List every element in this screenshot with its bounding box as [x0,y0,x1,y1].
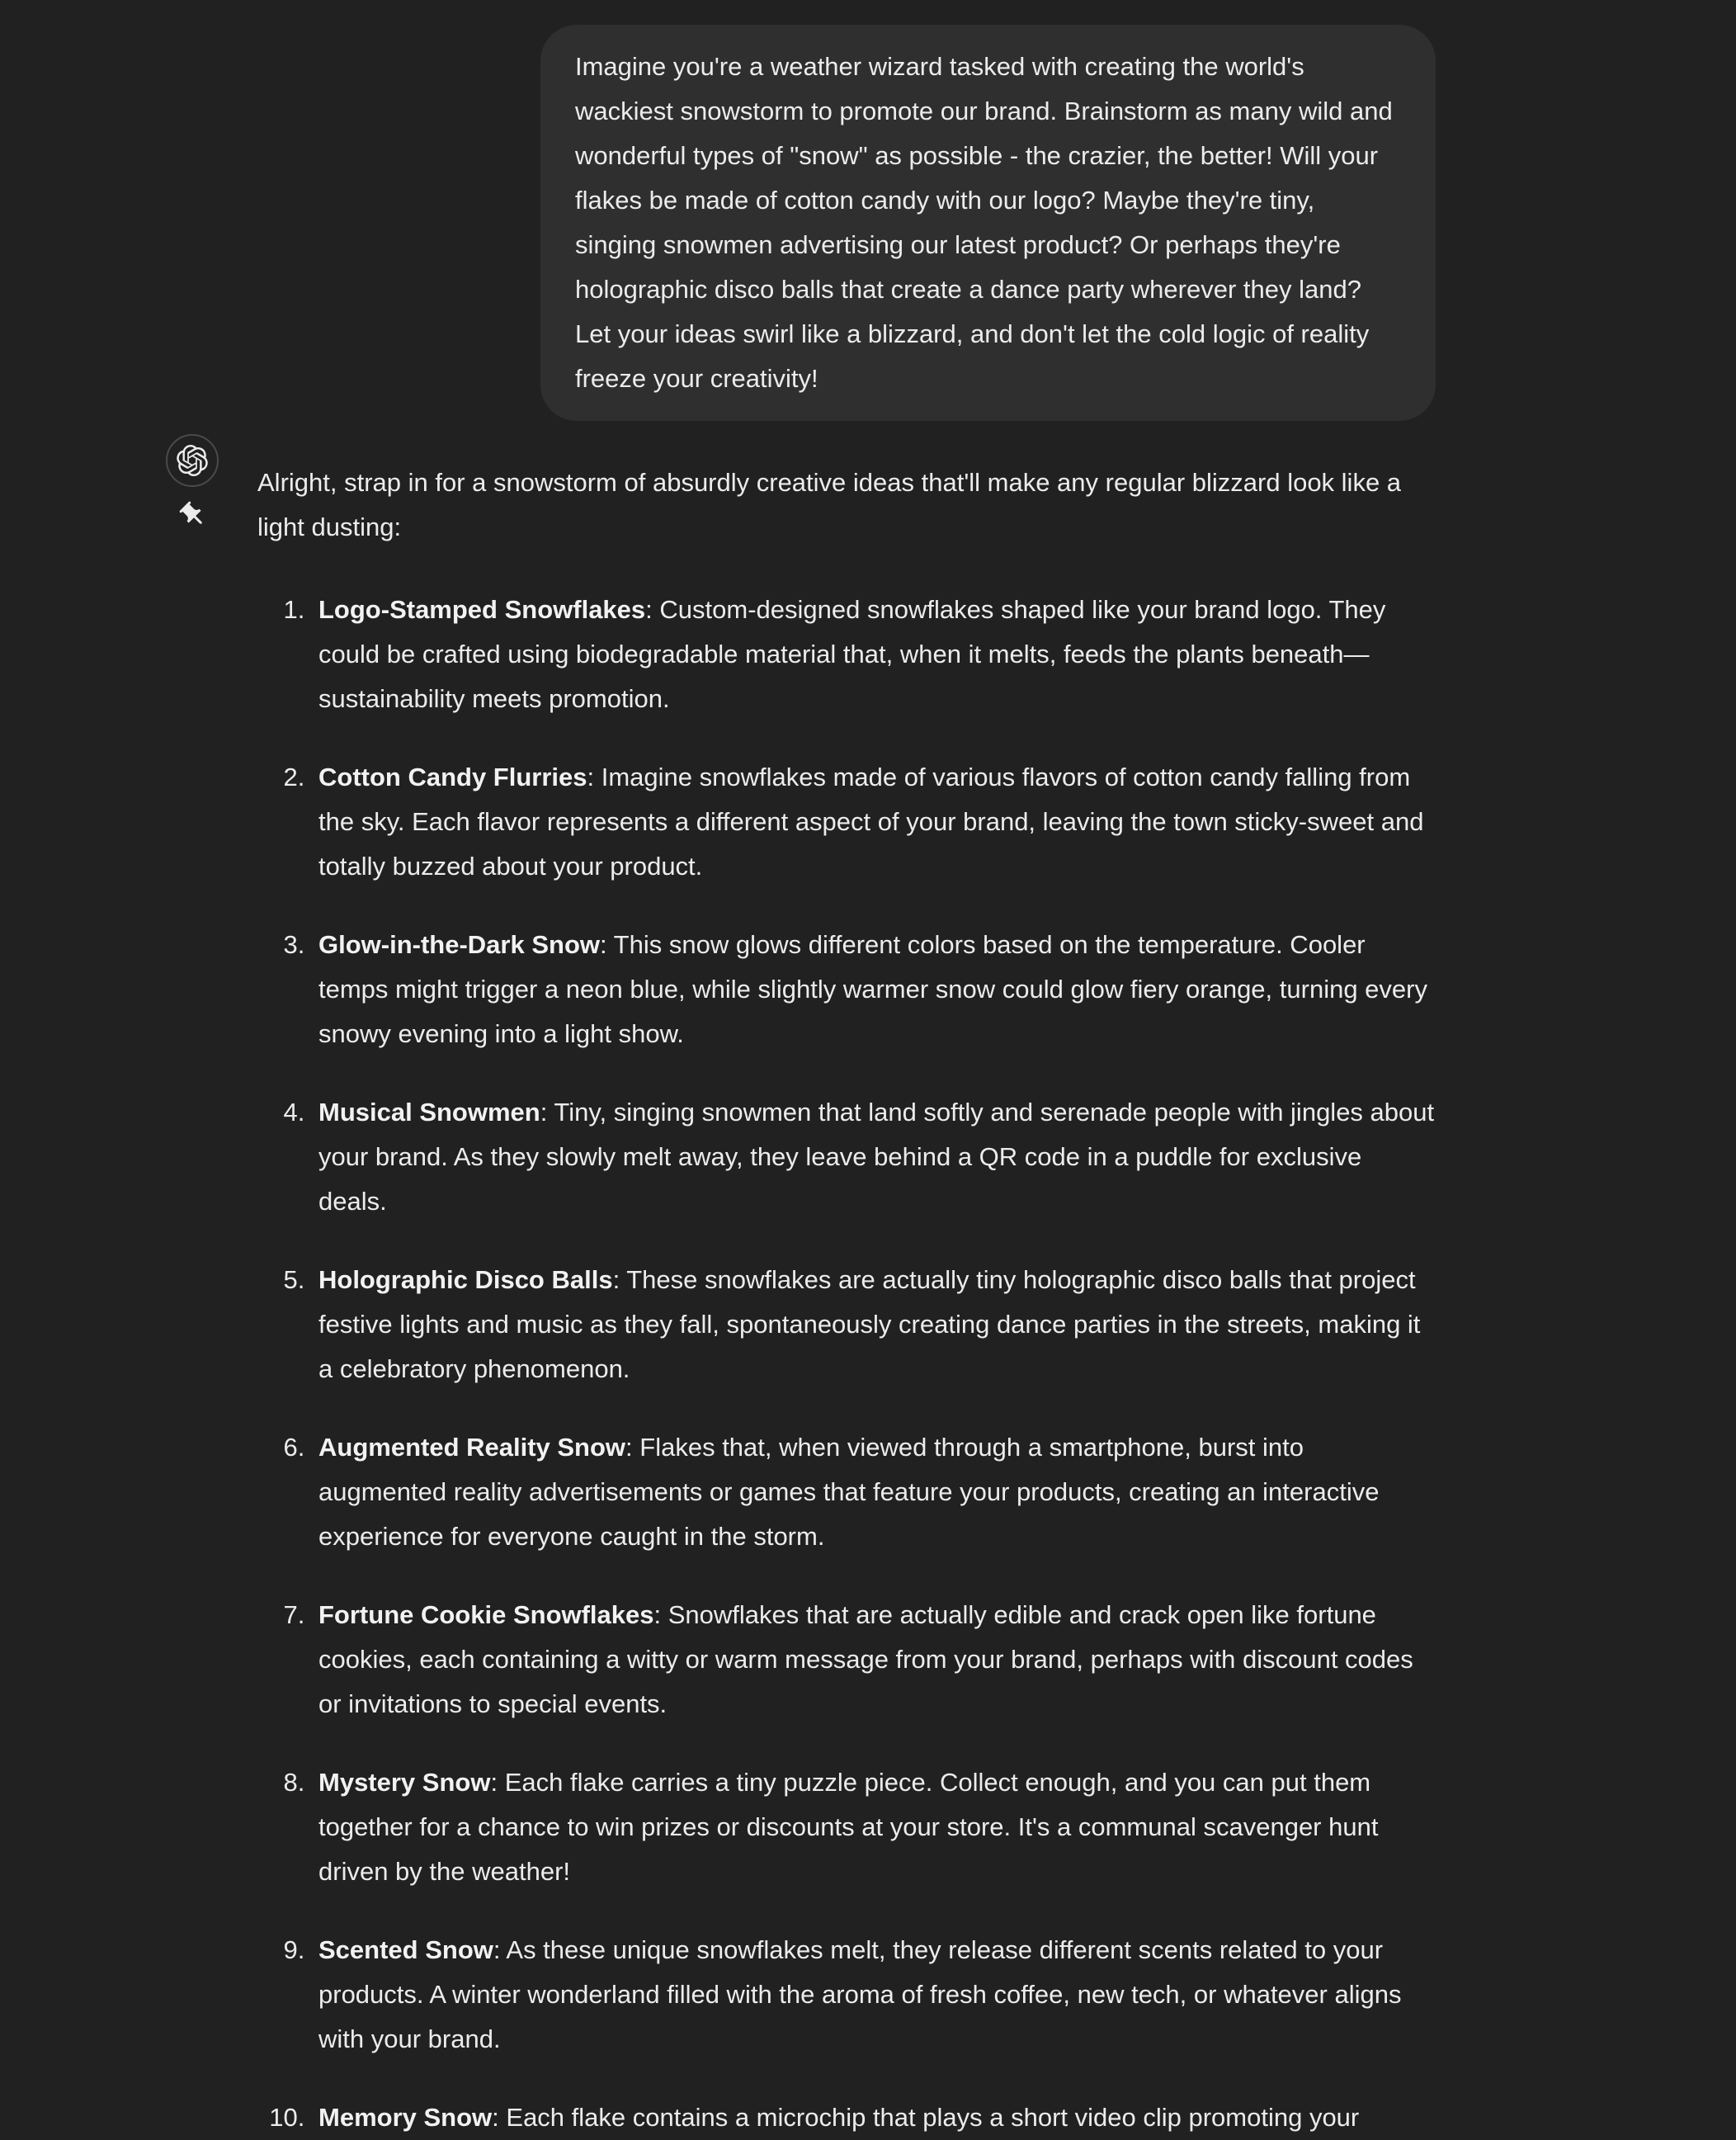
item-separator: : [492,2103,507,2132]
item-title: Holographic Disco Balls [318,1265,613,1294]
item-title: Mystery Snow [318,1768,491,1797]
list-item [312,1593,1436,1727]
item-text: Snowflakes that are actually edible and crack open like fortune cookies, each containing a witty or warm message from your brand, perhaps with discount codes or invitations to special events. [318,1600,1413,1718]
item-separator: : [490,1768,505,1797]
list-item [312,588,1436,721]
item-title: Augmented Reality Snow [318,1433,626,1462]
user-message-bubble: Imagine you're a weather wizard tasked with creating the world's wackiest snowstorm to promote our brand. Brainstorm as many wild and wonderful types of "snow" as possible - the crazier, the better! Will your flakes be made of cotton candy with our logo? Maybe they're tiny, singing snowmen advertising our latest product? Or perhaps they're holographic disco balls that create a dance party wherever they land? Let your ideas swirl like a blizzard, and don't let the cold logic of reality freeze your creativity! [540,25,1436,421]
item-text: As these unique snowflakes melt, they release different scents related to your products. A winter wonderland filled with the aroma of fresh coffee, new tech, or whatever aligns with your brand. [318,1935,1402,2053]
assistant-message-content [257,461,1436,2140]
item-text: These snowflakes are actually tiny holographic disco balls that project festive lights and music as they fall, spontaneously creating dance parties in the streets, making it a celebratory phenomenon. [318,1265,1421,1383]
item-text: Imagine snowflakes made of various flavors of cotton candy falling from the sky. Each flavor represents a different aspect of your brand, leaving the town sticky-sweet and totally buzzed about your product. [318,763,1424,881]
item-title: Cotton Candy Flurries [318,763,587,791]
item-text: This snow glows different colors based on the temperature. Cooler temps might trigger a neon blue, while slightly warmer snow could glow fiery orange, turning every snowy evening into a light show. [318,930,1427,1048]
item-text: Each flake contains a microchip that plays a short video clip promoting your [506,2103,1360,2132]
pin-icon [172,494,215,536]
openai-logo-icon [177,445,208,476]
item-separator: : [612,1265,627,1294]
list-item [312,1760,1436,1894]
item-text: Flakes that, when viewed through a smartphone, burst into augmented reality advertisements or games that feature your products, creating an interactive experience for everyone caught in the storm. [318,1433,1380,1551]
user-message-row [257,25,1436,421]
list-item [312,755,1436,889]
item-separator: : [653,1600,668,1629]
list-item [312,1928,1436,2062]
item-text: Each flake carries a tiny puzzle piece. Collect enough, and you can put them together for a chance to win prizes or discounts at your store. It's a communal scavenger hunt driven by the weather! [318,1768,1379,1886]
ideas-list [257,588,1436,2140]
assistant-avatar [166,434,219,487]
list-item [312,923,1436,1056]
item-text: Custom-designed snowflakes shaped like your brand logo. They could be crafted using biodegradable material that, when it melts, feeds the plants beneath—sustainability meets promotion. [318,595,1386,713]
item-separator: : [625,1433,640,1462]
item-title: Musical Snowmen [318,1098,540,1127]
item-title: Logo-Stamped Snowflakes [318,595,646,624]
item-title: Memory Snow [318,2103,493,2132]
item-separator: : [600,930,614,959]
list-item [312,1090,1436,1224]
item-separator: : [493,1935,507,1964]
list-item [312,1258,1436,1391]
item-text: Tiny, singing snowmen that land softly and serenade people with jingles about your brand. As they slowly melt away, they leave behind a QR code in a puddle for exclusive deals. [318,1098,1435,1216]
list-item [312,2095,1436,2140]
item-separator: : [587,763,601,791]
assistant-message-row [257,461,1436,2140]
item-title: Glow-in-the-Dark Snow [318,930,600,959]
item-title: Fortune Cookie Snowflakes [318,1600,654,1629]
item-title: Scented Snow [318,1935,493,1964]
list-item [312,1425,1436,1559]
item-separator: : [540,1098,554,1127]
pin-button[interactable] [172,494,215,536]
item-separator: : [645,595,660,624]
chat-conversation [257,0,1436,2140]
assistant-intro: Alright, strap in for a snowstorm of absurdly creative ideas that'll make any regular blizzard look like a light dusting: [257,468,1402,541]
